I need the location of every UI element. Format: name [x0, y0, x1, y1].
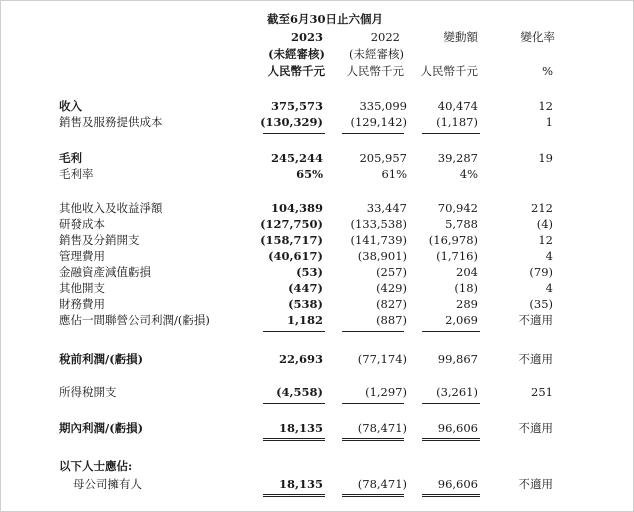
value-2023: (158,717) [260, 233, 323, 247]
value-2022: (1,297) [365, 385, 407, 399]
row-label: 母公司擁有人 [73, 477, 142, 491]
value-pct: (35) [529, 297, 553, 311]
value-pct: 251 [531, 385, 553, 399]
value-change: 204 [456, 265, 478, 279]
value-change: (18) [454, 281, 478, 295]
underline-change [422, 403, 480, 404]
value-2022: (133,538) [350, 217, 407, 231]
underline-2022 [342, 403, 404, 404]
value-change: (1,716) [436, 249, 478, 263]
row-label: 金融資產減值虧損 [59, 265, 151, 279]
header-year-2022: 2022 [370, 30, 400, 44]
value-2023: 104,389 [270, 201, 323, 215]
value-2023: 65% [296, 167, 323, 181]
value-pct: 不適用 [518, 477, 553, 491]
value-2023: (53) [296, 265, 323, 279]
row-cost-of-sales [0, 115, 634, 130]
value-change: 39,287 [437, 151, 478, 165]
value-change: (1,187) [436, 115, 478, 129]
row-finance-costs [0, 297, 634, 312]
row-profit-before-tax [0, 352, 634, 367]
row-profit-for-period [0, 421, 634, 436]
value-2022: (77,174) [357, 352, 407, 366]
row-label: 期內利潤/(虧損) [59, 421, 144, 435]
row-admin-expenses [0, 249, 634, 264]
value-pct: 4 [545, 281, 553, 295]
value-2023: (40,617) [268, 249, 323, 263]
row-other-income [0, 201, 634, 216]
row-other-expenses [0, 281, 634, 296]
value-pct: 不適用 [518, 421, 553, 435]
value-2022: 33,447 [366, 201, 407, 215]
double-underline-change [422, 494, 480, 497]
underline-change [422, 331, 480, 332]
row-label: 收入 [59, 99, 82, 113]
row-gross-margin [0, 167, 634, 182]
row-label: 其他收入及收益淨額 [59, 201, 163, 215]
row-attributable-to [0, 459, 634, 474]
value-2023: (127,750) [260, 217, 323, 231]
value-pct: 1 [545, 115, 553, 129]
value-change: 99,867 [437, 352, 478, 366]
row-gross-profit [0, 151, 634, 166]
row-label: 以下人士應佔: [59, 459, 133, 473]
value-change: 4% [459, 167, 478, 181]
value-pct: 212 [531, 201, 553, 215]
double-underline-2023 [263, 438, 325, 441]
double-underline-2023 [263, 494, 325, 497]
value-pct: (79) [529, 265, 553, 279]
double-underline-2022 [342, 438, 404, 441]
value-change: 2,069 [445, 313, 478, 327]
value-2023: 375,573 [270, 99, 323, 113]
row-label: 研發成本 [59, 217, 105, 231]
value-pct: 不適用 [518, 352, 553, 366]
value-change: 96,606 [437, 421, 478, 435]
row-label: 財務費用 [59, 297, 105, 311]
value-2023: (447) [288, 281, 323, 295]
value-2022: (429) [376, 281, 407, 295]
value-2023: 1,182 [286, 313, 323, 327]
value-pct: (4) [536, 217, 553, 231]
row-label: 稅前利潤/(虧損) [59, 352, 144, 366]
value-pct: 不適用 [518, 313, 553, 327]
value-change: 70,942 [437, 201, 478, 215]
value-2022: (78,471) [357, 421, 407, 435]
value-2022: (887) [376, 313, 407, 327]
header-change-amount: 變動額 [443, 30, 478, 44]
value-2022: 335,099 [359, 99, 407, 113]
header-year-2023: 2023 [290, 30, 323, 44]
value-2022: 61% [381, 167, 407, 181]
row-rnd-costs [0, 217, 634, 232]
header-unaudited-2022: (未經審核) [349, 47, 404, 61]
underline-2022 [342, 133, 404, 134]
row-selling-expenses [0, 233, 634, 248]
value-2022: (257) [376, 265, 407, 279]
header-unit-pct: % [542, 64, 553, 78]
value-2022: (38,901) [357, 249, 407, 263]
header-unit-2022: 人民幣千元 [346, 64, 404, 78]
header-period: 截至6月30日止六個月 [267, 12, 384, 26]
row-label: 其他開支 [59, 281, 105, 295]
value-2022: (78,471) [357, 477, 407, 491]
row-label: 管理費用 [59, 249, 105, 263]
row-label: 應佔一間聯營公司利潤/(虧損) [59, 313, 210, 327]
row-label: 所得稅開支 [59, 385, 117, 399]
value-2022: (827) [376, 297, 407, 311]
double-underline-change [422, 438, 480, 441]
header-unit-change: 人民幣千元 [420, 64, 478, 78]
value-change: 289 [456, 297, 478, 311]
value-pct: 4 [545, 249, 553, 263]
value-pct: 19 [538, 151, 553, 165]
value-pct: 12 [538, 99, 553, 113]
double-underline-2022 [342, 494, 404, 497]
value-2022: (141,739) [350, 233, 407, 247]
underline-2023 [263, 331, 325, 332]
row-label: 毛利率 [59, 167, 94, 181]
underline-2023 [263, 133, 325, 134]
row-label: 銷售及服務提供成本 [59, 115, 163, 129]
header-unit-2023: 人民幣千元 [267, 64, 325, 78]
row-share-of-associate [0, 313, 634, 328]
value-2023: (538) [288, 297, 323, 311]
value-2023: 18,135 [278, 477, 323, 491]
row-revenue [0, 99, 634, 114]
underline-2022 [342, 331, 404, 332]
value-2023: 18,135 [278, 421, 323, 435]
value-2023: 22,693 [278, 352, 323, 366]
header-change-pct: 變化率 [520, 30, 555, 44]
value-2023: (130,329) [260, 115, 323, 129]
row-owners-of-parent [0, 477, 634, 492]
value-2022: (129,142) [350, 115, 407, 129]
value-2023: 245,244 [270, 151, 323, 165]
underline-2023 [263, 403, 325, 404]
value-change: 5,788 [445, 217, 478, 231]
value-change: (16,978) [428, 233, 478, 247]
value-change: 96,606 [437, 477, 478, 491]
row-impairment-losses [0, 265, 634, 280]
value-change: 40,474 [437, 99, 478, 113]
row-label: 毛利 [59, 151, 82, 165]
value-2022: 205,957 [359, 151, 407, 165]
value-2023: (4,558) [276, 385, 323, 399]
row-label: 銷售及分銷開支 [59, 233, 140, 247]
value-pct: 12 [538, 233, 553, 247]
row-income-tax [0, 385, 634, 400]
header-unaudited-2023: (未經審核) [268, 47, 325, 61]
underline-change [422, 133, 480, 134]
value-change: (3,261) [436, 385, 478, 399]
